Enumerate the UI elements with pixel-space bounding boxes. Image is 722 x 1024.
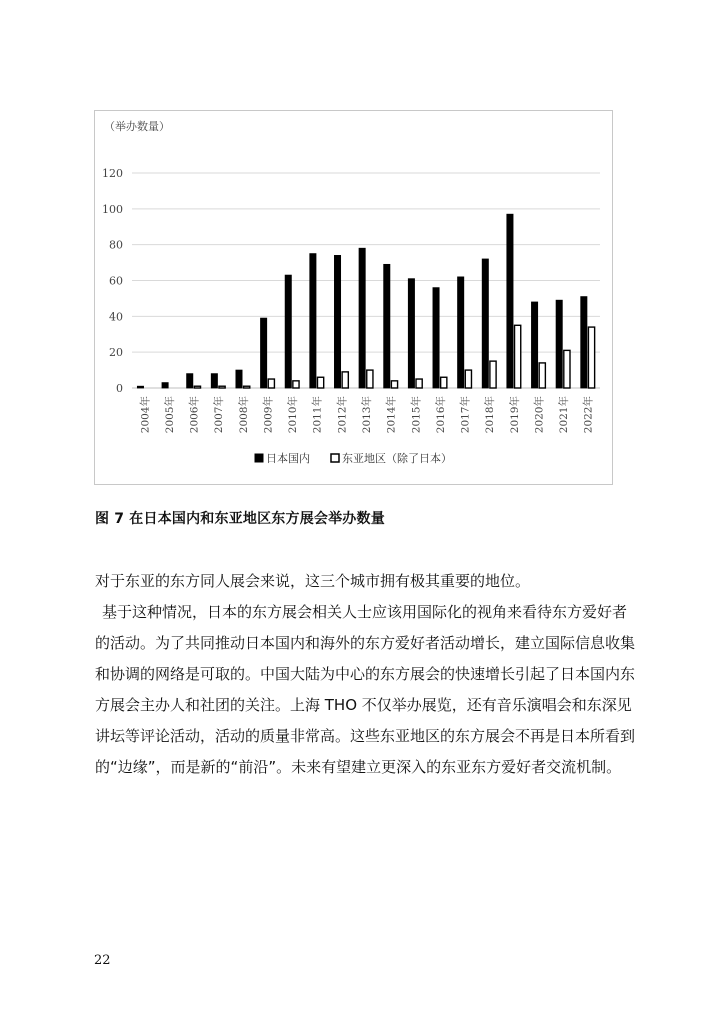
y-tick-label: 120 <box>102 167 123 180</box>
bar-japan-domestic <box>556 300 562 388</box>
x-tick-label: 2015年 <box>410 396 423 434</box>
bar-east-asia <box>293 381 299 388</box>
figure-caption: 图 7 在日本国内和东亚地区东方展会举办数量 <box>95 511 385 527</box>
x-tick-label: 2019年 <box>508 396 521 434</box>
bar-japan-domestic <box>531 302 537 388</box>
y-axis-label: （举办数量） <box>104 120 170 133</box>
bar-japan-domestic <box>359 248 365 388</box>
x-tick-label: 2011年 <box>311 396 324 434</box>
bar-east-asia <box>367 370 373 388</box>
bar-east-asia <box>515 325 521 388</box>
legend-label-japan-domestic: 日本国内 <box>266 452 310 465</box>
bar-east-asia <box>342 372 348 388</box>
x-tick-label: 2022年 <box>582 396 595 434</box>
x-tick-label: 2004年 <box>139 396 152 434</box>
bar-east-asia <box>465 370 471 388</box>
bar-east-asia <box>588 327 594 388</box>
legend-swatch-east-asia <box>331 454 339 462</box>
y-tick-label: 40 <box>109 310 123 324</box>
bar-chart <box>95 111 612 484</box>
x-tick-label: 2018年 <box>484 396 497 434</box>
chart-figure <box>94 110 613 485</box>
legend-swatch-japan-domestic <box>255 454 263 462</box>
y-tick-label: 100 <box>102 202 123 216</box>
bar-japan-domestic <box>581 297 587 388</box>
x-tick-label: 2013年 <box>361 396 373 434</box>
bar-east-asia <box>219 386 225 388</box>
bar-japan-domestic <box>482 259 488 388</box>
bar-japan-domestic <box>211 374 217 388</box>
body-text <box>95 566 635 783</box>
bar-japan-domestic <box>285 275 291 388</box>
bar-japan-domestic <box>261 318 267 388</box>
bar-east-asia <box>194 386 200 388</box>
legend-label-east-asia: 东亚地区（除了日本） <box>342 452 452 465</box>
bar-japan-domestic <box>384 264 390 388</box>
bar-japan-domestic <box>137 386 143 388</box>
x-tick-label: 2010年 <box>287 396 300 434</box>
paragraph-2: 基于这种情况，日本的东方展会相关人士应该用国际化的视角来看待东方爱好者的活动。为了共同推动日本国内和海外的东方爱好者活动增长，建立国际信息收集和协调的网络是可取的。中国大陆为中心的东方展会的快速增长引起了日本国内东方展会主办人和社团的关注。上海 THO 不仅举办展览，还有音乐演唱会和东深见讲坛等评论活动，活动的质量非常高。这些东亚地区的东方展会不再是日本所看到的“边缘”，而是新的“前沿”。未来有望建立更深入的东亚东方爱好者交流机制。 <box>95 603 636 776</box>
bar-japan-domestic <box>162 383 168 388</box>
x-tick-label: 2012年 <box>336 396 349 434</box>
y-tick-label: 80 <box>109 238 123 252</box>
bar-japan-domestic <box>507 214 513 388</box>
x-tick-label: 2014年 <box>385 396 398 434</box>
bar-east-asia <box>317 377 323 388</box>
x-tick-label: 2006年 <box>188 396 201 434</box>
x-tick-label: 2005年 <box>163 396 176 434</box>
y-tick-label: 60 <box>109 274 123 288</box>
bar-japan-domestic <box>334 255 340 388</box>
y-tick-label: 20 <box>109 346 123 360</box>
paragraph-1: 对于东亚的东方同人展会来说，这三个城市拥有极其重要的地位。 <box>95 572 531 590</box>
x-tick-label: 2007年 <box>213 396 226 434</box>
bar-east-asia <box>490 361 496 388</box>
x-tick-label: 2008年 <box>237 396 250 434</box>
bar-east-asia <box>268 379 274 388</box>
y-tick-label: 0 <box>116 382 123 395</box>
bar-east-asia <box>564 350 570 388</box>
bar-east-asia <box>391 381 397 388</box>
bar-japan-domestic <box>310 254 316 388</box>
x-tick-label: 2021年 <box>558 396 571 434</box>
x-tick-label: 2017年 <box>459 396 472 434</box>
x-tick-label: 2020年 <box>533 396 546 434</box>
bar-japan-domestic <box>458 277 464 388</box>
x-tick-label: 2016年 <box>434 396 447 434</box>
bar-japan-domestic <box>408 279 414 388</box>
bar-japan-domestic <box>236 370 242 388</box>
bar-east-asia <box>416 379 422 388</box>
bar-east-asia <box>539 363 545 388</box>
page-number: 22 <box>94 953 111 968</box>
bar-japan-domestic <box>433 288 439 388</box>
bar-east-asia <box>441 377 447 388</box>
bar-east-asia <box>244 386 250 388</box>
x-tick-label: 2009年 <box>262 396 275 434</box>
bar-japan-domestic <box>187 374 193 388</box>
